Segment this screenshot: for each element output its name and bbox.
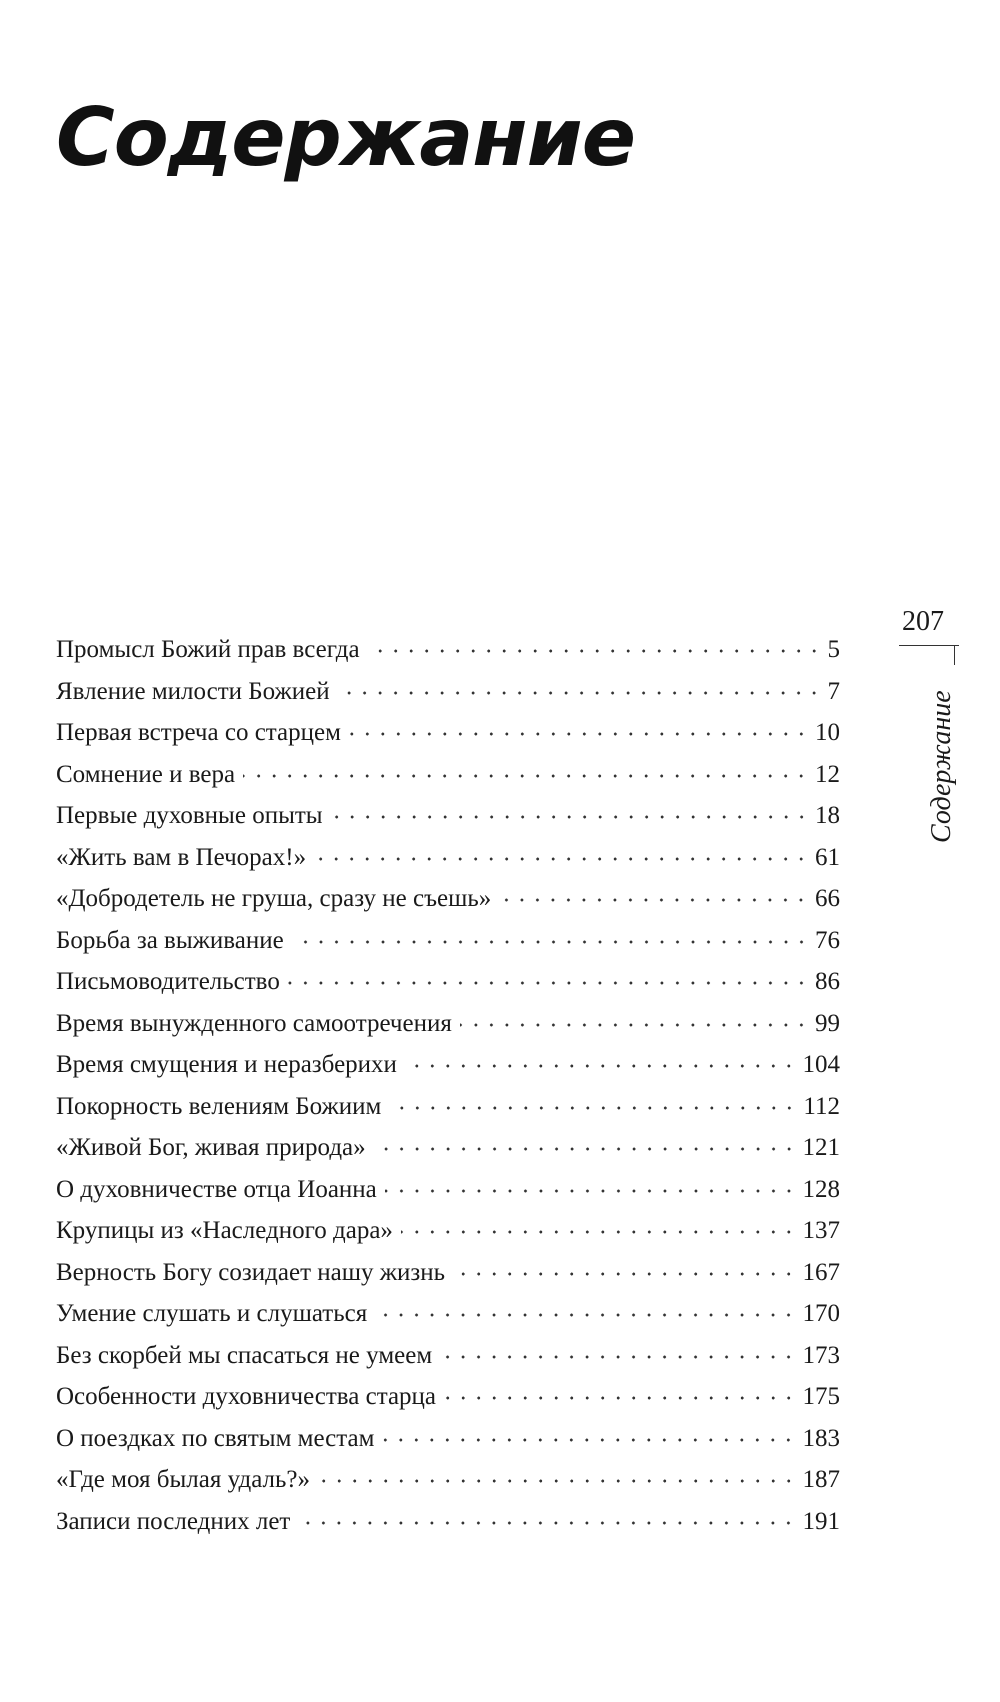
toc-entry-title: «Жить вам в Печорах!» [56,843,307,871]
toc-entry [56,1335,840,1377]
dot-leader [499,881,809,906]
toc-entry-page: 175 [802,1383,840,1410]
toc-entry [56,1376,840,1418]
toc-entry-title: «Добродетель не груша, сразу не съешь» [56,885,492,912]
dot-leader [349,715,809,740]
toc-entry-page: 128 [802,1175,840,1203]
dot-leader [453,1255,796,1280]
toc-entry-page: 10 [815,719,840,746]
toc-entry-page: 112 [803,1092,840,1120]
page-number-tick [954,645,955,665]
toc-entry-page: 7 [827,677,840,705]
toc-entry [56,795,840,837]
dot-leader [288,964,809,989]
page-number-rule [899,645,959,646]
dot-leader [382,1421,796,1446]
dot-leader [460,1006,809,1031]
toc-entry [56,1044,840,1086]
toc-entry-page: 173 [802,1341,840,1369]
toc-entry [56,1169,840,1211]
toc-entry [56,878,840,920]
toc-entry-page: 18 [815,802,840,829]
dot-leader [374,1130,797,1155]
dot-leader [314,840,809,865]
dot-leader [440,1338,796,1363]
toc-entry [56,1418,840,1460]
dot-leader [385,1172,797,1197]
toc-entry-title: Первая встреча со старцем [56,719,341,746]
toc-entry-page: 99 [815,1009,840,1037]
toc-entry-title: Время смущения и неразберихи [56,1051,397,1078]
dot-leader [338,674,822,699]
toc-entry-page: 121 [802,1134,840,1161]
toc-entry [56,1501,840,1543]
dot-leader [292,923,809,948]
toc-entry-page: 170 [802,1300,840,1327]
toc-entry-page: 187 [802,1466,840,1493]
toc-entry-title: Явление милости Божией [56,677,330,705]
table-of-contents [56,629,840,1542]
toc-entry-title: Умение слушать и слушаться [56,1300,368,1327]
dot-leader [389,1089,797,1114]
toc-entry [56,1127,840,1169]
toc-entry-title: «Где моя былая удаль?» [56,1466,311,1493]
dot-leader [368,632,822,657]
toc-entry-page: 104 [802,1051,840,1078]
toc-entry-page: 137 [802,1217,840,1244]
toc-entry [56,712,840,754]
toc-entry [56,629,840,671]
toc-entry-title: Покорность велениям Божиим [56,1092,382,1120]
toc-entry-title: «Живой Бог, живая природа» [56,1134,366,1161]
dot-leader [243,757,809,782]
toc-entry-title: Борьба за выживание [56,926,284,954]
toc-entry [56,837,840,879]
toc-entry-title: Верность Богу созидает нашу жизнь [56,1258,446,1286]
toc-entry-title: Время вынужденного самоотречения [56,1009,452,1037]
toc-entry [56,920,840,962]
toc-entry-title: Письмоводительство [56,968,280,995]
dot-leader [401,1213,797,1238]
toc-entry [56,754,840,796]
toc-entry-page: 86 [815,968,840,995]
running-head: Содержание [926,690,957,843]
dot-leader [375,1296,796,1321]
toc-entry-page: 12 [815,760,840,788]
toc-entry [56,1293,840,1335]
dot-leader [318,1462,796,1487]
toc-entry-title: Крупицы из «Наследного дара» [56,1217,393,1244]
page-number: 207 [902,606,944,637]
toc-entry-title: О поездках по святым местам [56,1424,375,1452]
dot-leader [405,1047,797,1072]
dot-leader [298,1504,796,1529]
dot-leader [331,798,809,823]
toc-entry-page: 66 [815,885,840,912]
toc-entry [56,1459,840,1501]
toc-entry-page: 167 [802,1258,840,1286]
toc-entry-page: 76 [815,926,840,954]
toc-entry [56,1210,840,1252]
toc-entry-title: Промысл Божий прав всегда [56,636,360,663]
toc-entry-page: 183 [802,1424,840,1452]
toc-entry-title: Сомнение и вера [56,760,236,788]
dot-leader [444,1379,796,1404]
toc-entry-page: 61 [815,843,840,871]
toc-entry-title: Особенности духовничества старца [56,1383,437,1410]
toc-entry [56,1003,840,1045]
toc-entry-title: Без скорбей мы спасаться не умеем [56,1341,433,1369]
toc-entry-title: О духовничестве отца Иоанна [56,1175,377,1203]
toc-entry [56,1086,840,1128]
toc-entry-page: 191 [802,1507,840,1535]
toc-entry-title: Записи последних лет [56,1507,291,1535]
toc-entry-title: Первые духовные опыты [56,802,323,829]
toc-entry [56,961,840,1003]
toc-entry-page: 5 [827,636,840,663]
toc-entry [56,671,840,713]
page-title: Содержание [56,91,635,184]
toc-entry [56,1252,840,1294]
